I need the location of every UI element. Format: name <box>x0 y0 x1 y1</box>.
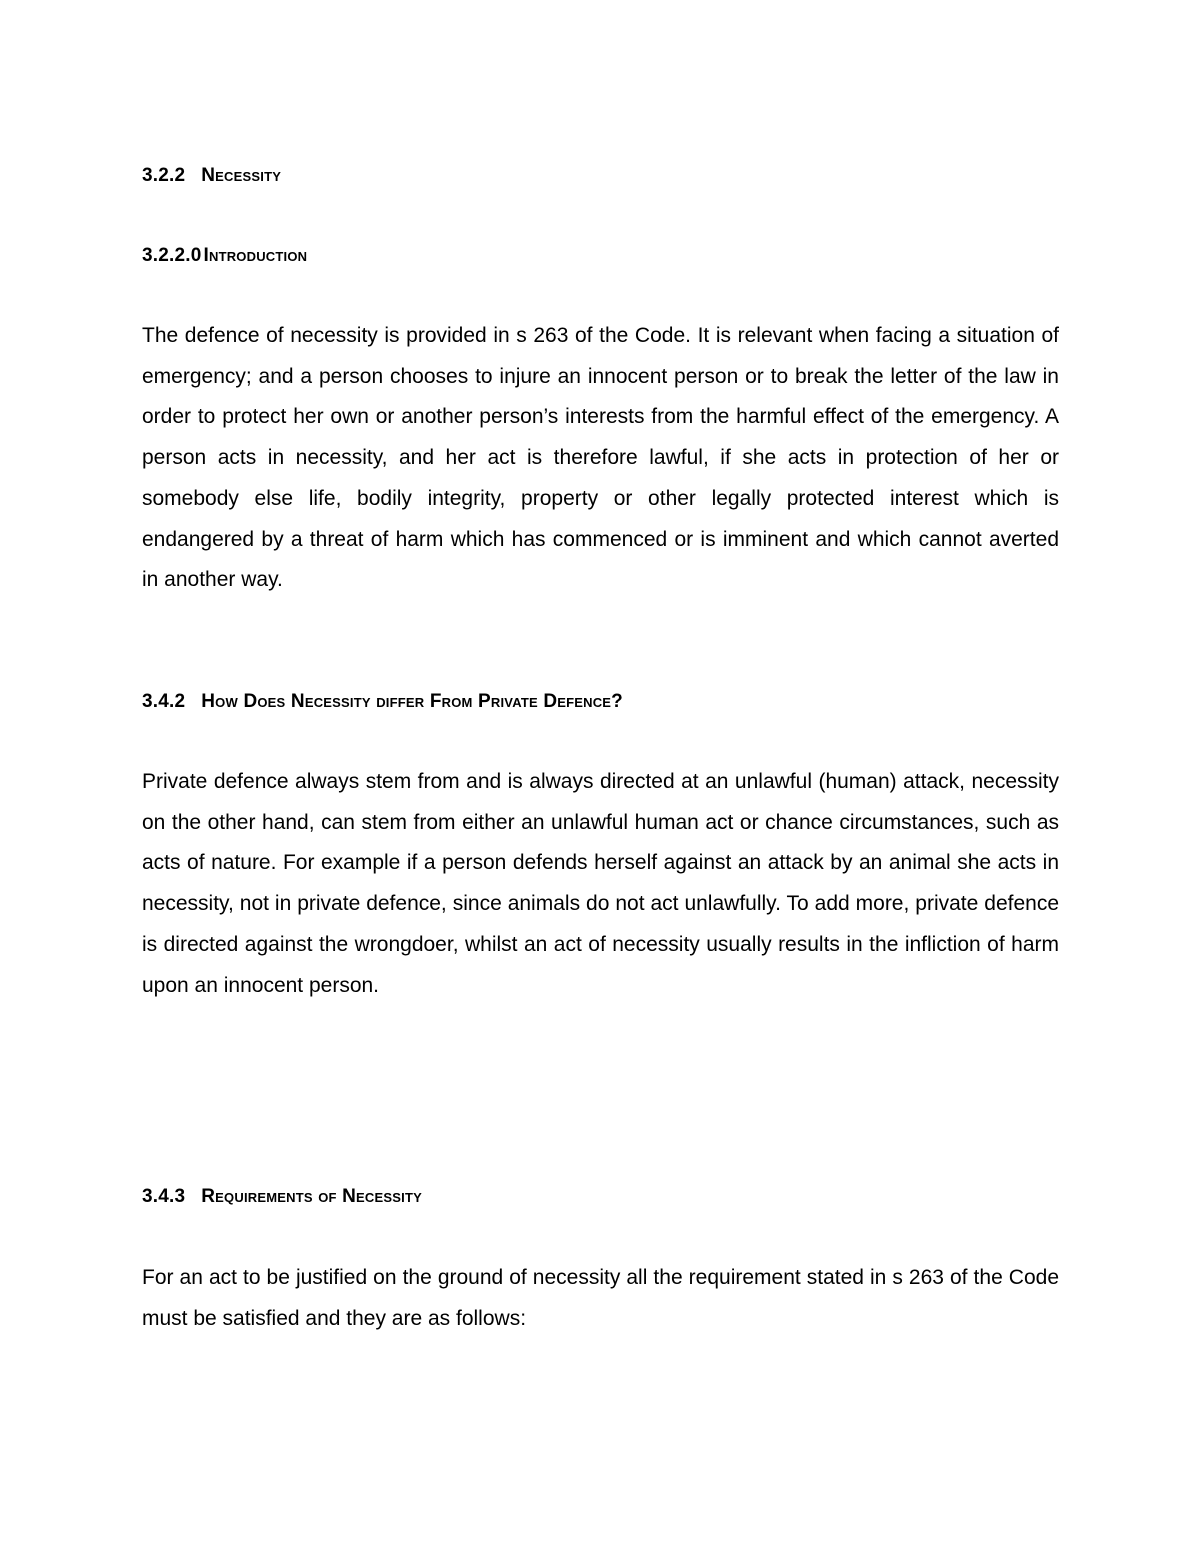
heading-difference <box>142 690 623 714</box>
heading-title: How Does Necessity differ From Private Defence? <box>201 691 623 712</box>
heading-number: 3.4.2 <box>142 691 186 712</box>
heading-number: 3.4.3 <box>142 1186 186 1207</box>
heading-title: Requirements of Necessity <box>201 1186 422 1207</box>
heading-number: 3.2.2.0 <box>142 245 202 266</box>
heading-introduction <box>142 244 307 268</box>
heading-title: Necessity <box>201 165 282 186</box>
heading-necessity <box>142 164 281 188</box>
heading-requirements <box>142 1185 422 1209</box>
heading-title: Introduction <box>203 245 308 266</box>
heading-number: 3.2.2 <box>142 165 186 186</box>
difference-paragraph: Private defence always stem from and is always directed at an unlawful (human) attack, necessity on the other hand, can stem from either an unlawful human act or chance circumstances, such as acts of nature. For example if a person defends herself against an attack by an animal she acts in necessity, not in private defence, since animals do not act unlawfully. To add more, private defence is directed against the wrongdoer, whilst an act of necessity usually results in the infliction of harm upon an innocent person. <box>142 770 1059 997</box>
requirements-paragraph: For an act to be justified on the ground of necessity all the requirement stated in s 263 of the Code must be satisfied and they are as follows: <box>142 1266 1059 1330</box>
introduction-paragraph: The defence of necessity is provided in s 263 of the Code. It is relevant when facing a situation of emergency; and a person chooses to injure an innocent person or to break the letter of the law in order to protect her own or another person’s interests from the harmful effect of the emergency. A person acts in necessity, and her act is therefore lawful, if she acts in protection of her or somebody else life, bodily integrity, property or other legally protected interest which is endangered by a threat of harm which has commenced or is imminent and which cannot averted in another way. <box>142 324 1059 592</box>
